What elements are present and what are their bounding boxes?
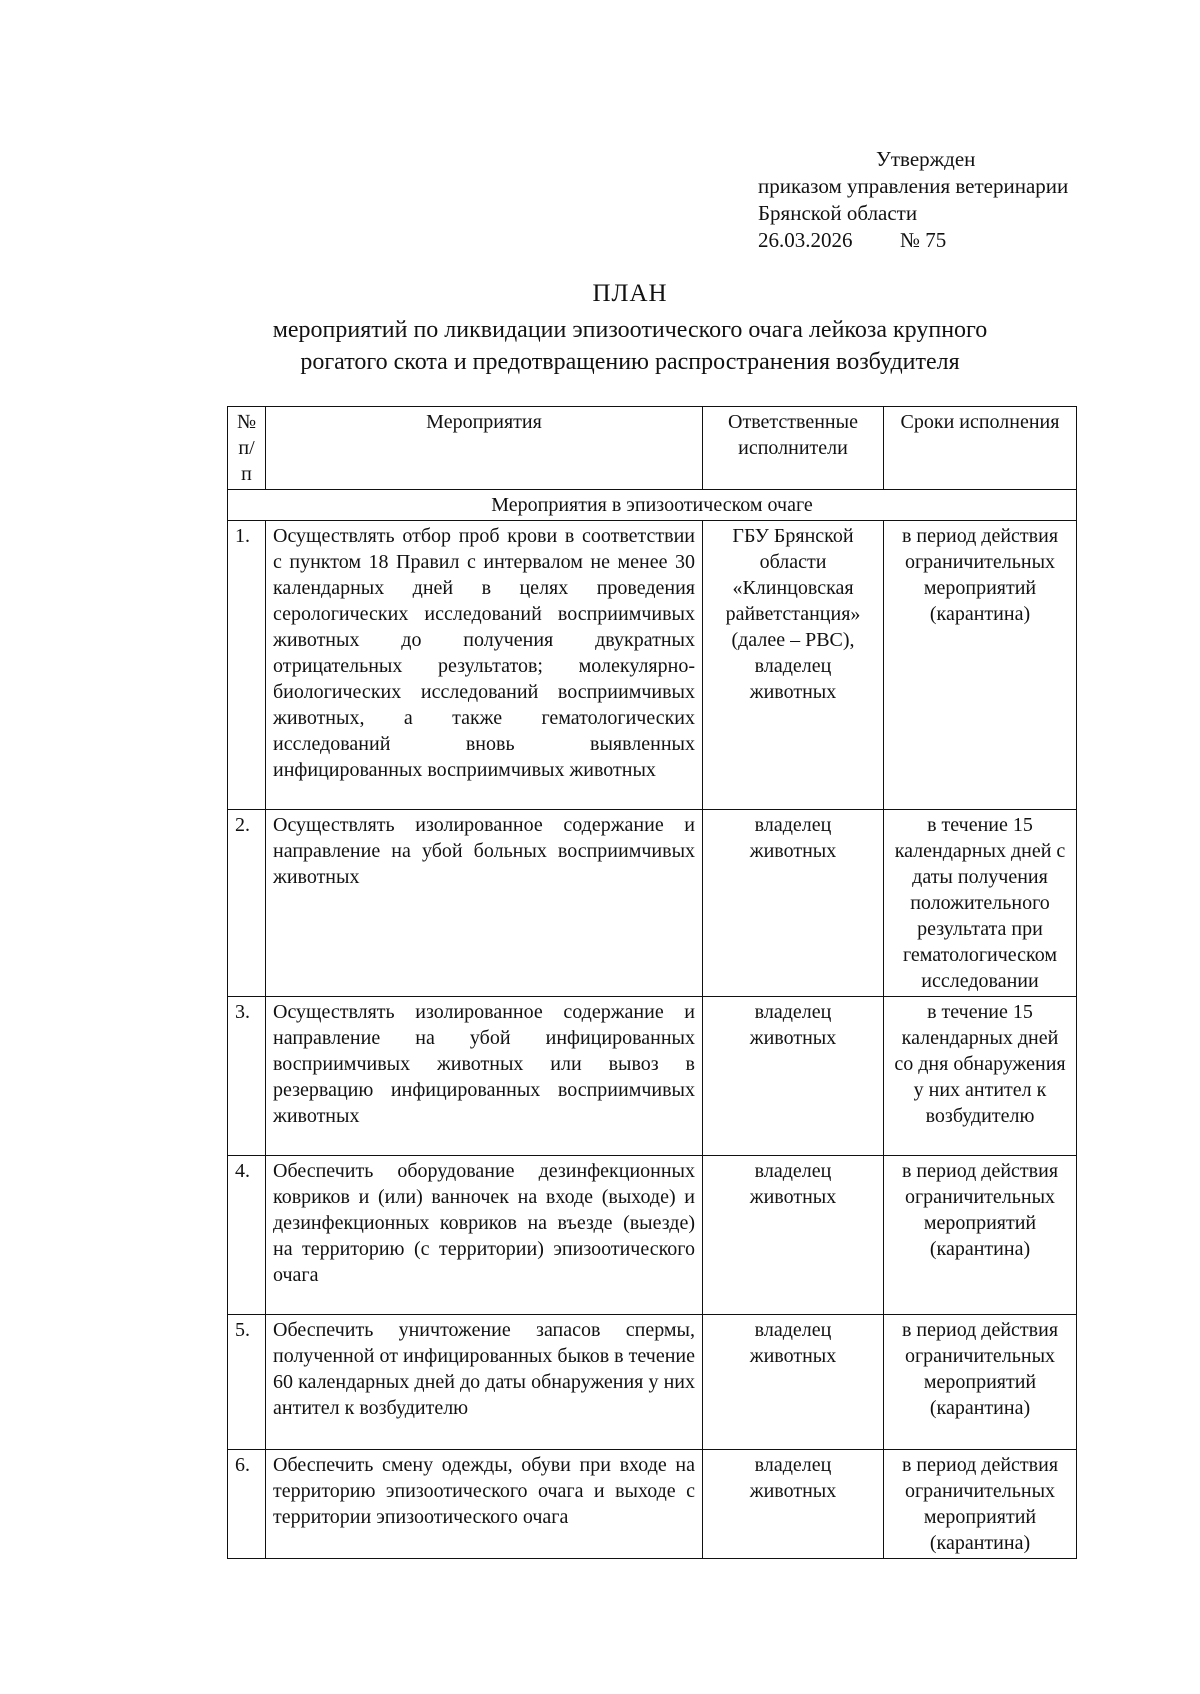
table-row: [228, 1156, 1077, 1315]
document-title-block: [200, 278, 1060, 378]
row-num: 5.: [228, 1315, 266, 1450]
header-terms: Сроки исполнения: [884, 407, 1077, 490]
row-num: 6.: [228, 1450, 266, 1559]
header-responsible: Ответственные исполнители: [703, 407, 884, 490]
row-activity: Обеспечить оборудование дезинфекционных ковриков и (или) ванночек на входе (выходе) и дезинфекционных ковриков на въезде (выезде) на территорию (с территории) эпизоотического очага: [266, 1156, 703, 1315]
row-terms: в течение 15 календарных дней со дня обнаружения у них антител к возбудителю: [884, 997, 1077, 1156]
approval-date-line: [758, 227, 1178, 254]
approval-stamp: [758, 146, 1178, 254]
approval-number: № 75: [900, 228, 947, 252]
section-title: Мероприятия в эпизоотическом очаге: [228, 490, 1077, 521]
approval-date: 26.03.2026: [758, 228, 853, 252]
row-num: 4.: [228, 1156, 266, 1315]
row-terms: в период действия ограничительных мероприятий (карантина): [884, 1156, 1077, 1315]
section-row: [228, 490, 1077, 521]
row-terms: в период действия ограничительных мероприятий (карантина): [884, 1450, 1077, 1559]
table-row: [228, 521, 1077, 810]
header-activity: Мероприятия: [266, 407, 703, 490]
row-activity: Осуществлять отбор проб крови в соответствии с пунктом 18 Правил с интервалом не менее 30 календарных дней в целях проведения серологических исследований восприимчивых животных до получения двукратных отрицательных результатов; молекулярно-биологических исследований восприимчивых животных, а также гематологических исследований вновь выявленных инфицированных восприимчивых животных: [266, 521, 703, 810]
row-responsible: ГБУ Брянской области «Клинцовская райветстанция» (далее – РВС), владелец животных: [703, 521, 884, 810]
table-row: [228, 810, 1077, 997]
row-responsible: владелец животных: [703, 810, 884, 997]
table-header-row: [228, 407, 1077, 490]
table-row: [228, 997, 1077, 1156]
header-num: № п/п: [228, 407, 266, 490]
approval-line-2: Брянской области: [758, 201, 918, 225]
plan-table: [227, 406, 1077, 1559]
approval-line-1: приказом управления ветеринарии: [758, 174, 1069, 198]
document-heading: ПЛАН: [592, 280, 668, 307]
row-activity: Обеспечить смену одежды, обуви при входе на территорию эпизоотического очага и выходе с территории эпизоотического очага: [266, 1450, 703, 1559]
row-responsible: владелец животных: [703, 1315, 884, 1450]
row-num: 2.: [228, 810, 266, 997]
row-responsible: владелец животных: [703, 997, 884, 1156]
row-terms: в период действия ограничительных мероприятий (карантина): [884, 1315, 1077, 1450]
document-subtitle-line-2: рогатого скота и предотвращению распространения возбудителя: [300, 349, 960, 375]
row-num: 3.: [228, 997, 266, 1156]
row-activity: Осуществлять изолированное содержание и направление на убой инфицированных восприимчивых животных или вывоз в резервацию инфицированных восприимчивых животных: [266, 997, 703, 1156]
document-subtitle-line-1: мероприятий по ликвидации эпизоотического очага лейкоза крупного: [272, 317, 988, 343]
row-num: 1.: [228, 521, 266, 810]
row-responsible: владелец животных: [703, 1450, 884, 1559]
table-row: [228, 1450, 1077, 1559]
row-terms: в период действия ограничительных мероприятий (карантина): [884, 521, 1077, 810]
table-row: [228, 1315, 1077, 1450]
row-terms: в течение 15 календарных дней с даты получения положительного результата при гематологическом исследовании: [884, 810, 1077, 997]
row-activity: Осуществлять изолированное содержание и направление на убой больных восприимчивых животных: [266, 810, 703, 997]
approval-title: Утвержден: [876, 147, 976, 171]
row-responsible: владелец животных: [703, 1156, 884, 1315]
row-activity: Обеспечить уничтожение запасов спермы, полученной от инфицированных быков в течение 60 календарных дней до даты обнаружения у них антител к возбудителю: [266, 1315, 703, 1450]
